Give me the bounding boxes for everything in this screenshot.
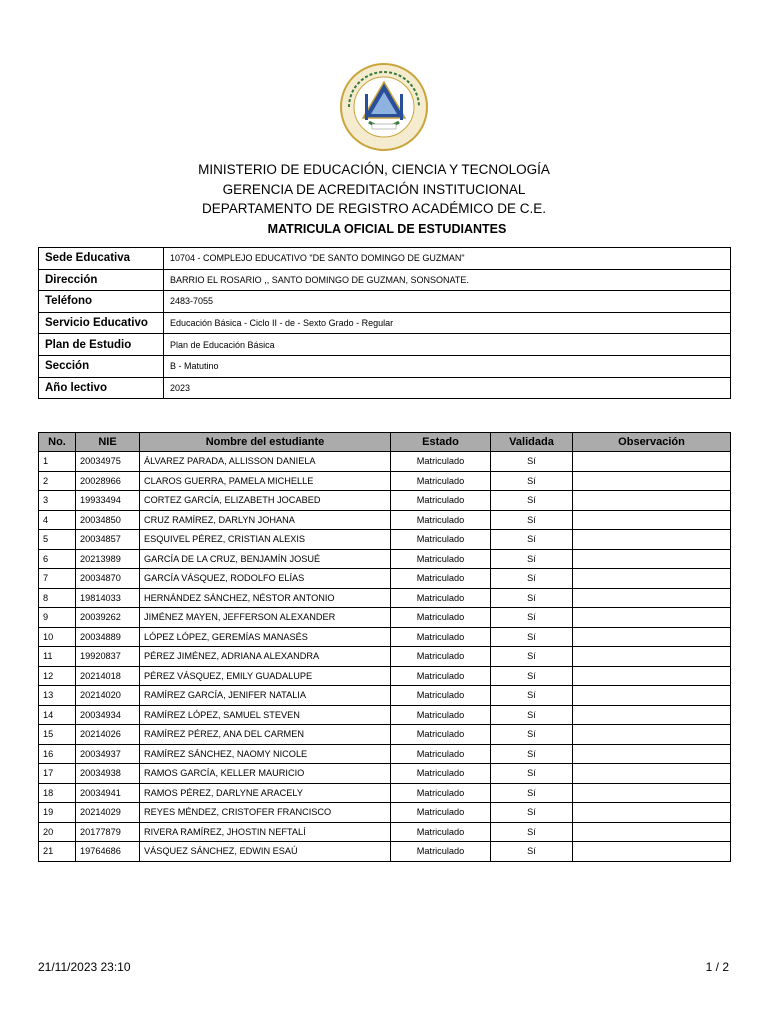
info-row [39,269,731,291]
cell-observacion [573,842,731,862]
cell-nie: 20034937 [76,744,140,764]
cell-validada: Sí [491,842,573,862]
cell-validada: Sí [491,744,573,764]
cell-nie: 20213989 [76,549,140,569]
cell-nie: 19933494 [76,491,140,511]
cell-validada: Sí [491,510,573,530]
info-row [39,312,731,334]
info-row [39,248,731,270]
cell-estado: Matriculado [391,686,491,706]
cell-nie: 20034857 [76,530,140,550]
cell-student-name: GARCÍA VÁSQUEZ, RODOLFO ELÍAS [140,569,391,589]
cell-validada: Sí [491,686,573,706]
info-value: Educación Básica - Ciclo II - de - Sexto Grado - Regular [164,312,731,334]
cell-observacion [573,452,731,472]
cell-nie: 20214026 [76,725,140,745]
cell-no: 4 [39,510,76,530]
cell-estado: Matriculado [391,647,491,667]
info-label: Plan de Estudio [39,334,164,356]
cell-validada: Sí [491,491,573,511]
table-header-row [39,433,731,452]
header-nie: NIE [76,433,140,452]
cell-observacion [573,471,731,491]
info-value: 2483-7055 [164,291,731,313]
info-row [39,355,731,377]
cell-no: 20 [39,822,76,842]
cell-validada: Sí [491,569,573,589]
cell-validada: Sí [491,627,573,647]
cell-nie: 20214018 [76,666,140,686]
info-label: Dirección [39,269,164,291]
table-row [39,627,731,647]
cell-estado: Matriculado [391,744,491,764]
cell-nie: 20214029 [76,803,140,823]
cell-no: 9 [39,608,76,628]
cell-validada: Sí [491,471,573,491]
cell-observacion [573,647,731,667]
cell-estado: Matriculado [391,627,491,647]
table-row [39,647,731,667]
table-row [39,666,731,686]
cell-validada: Sí [491,452,573,472]
cell-observacion [573,608,731,628]
info-value: Plan de Educación Básica [164,334,731,356]
cell-estado: Matriculado [391,822,491,842]
cell-validada: Sí [491,725,573,745]
cell-no: 6 [39,549,76,569]
cell-student-name: RAMOS PÉREZ, DARLYNE ARACELY [140,783,391,803]
info-row [39,291,731,313]
table-row [39,452,731,472]
table-row [39,608,731,628]
cell-validada: Sí [491,803,573,823]
cell-observacion [573,588,731,608]
cell-student-name: LÓPEZ LÓPEZ, GEREMÍAS MANASÉS [140,627,391,647]
table-row [39,588,731,608]
cell-validada: Sí [491,666,573,686]
cell-no: 12 [39,666,76,686]
table-row [39,744,731,764]
cell-student-name: HERNÁNDEZ SÁNCHEZ, NÉSTOR ANTONIO [140,588,391,608]
cell-estado: Matriculado [391,803,491,823]
cell-student-name: PÉREZ VÁSQUEZ, EMILY GUADALUPE [140,666,391,686]
cell-nie: 20034975 [76,452,140,472]
cell-student-name: VÁSQUEZ SÁNCHEZ, EDWIN ESAÚ [140,842,391,862]
cell-nie: 20039262 [76,608,140,628]
cell-observacion [573,803,731,823]
cell-estado: Matriculado [391,783,491,803]
header-observacion: Observación [573,433,731,452]
cell-student-name: PÉREZ JIMÉNEZ, ADRIANA ALEXANDRA [140,647,391,667]
cell-estado: Matriculado [391,549,491,569]
cell-no: 8 [39,588,76,608]
cell-no: 5 [39,530,76,550]
cell-estado: Matriculado [391,725,491,745]
cell-nie: 20028966 [76,471,140,491]
cell-nie: 19814033 [76,588,140,608]
table-row [39,530,731,550]
cell-no: 1 [39,452,76,472]
cell-nie: 20214020 [76,686,140,706]
cell-validada: Sí [491,608,573,628]
cell-validada: Sí [491,647,573,667]
cell-student-name: RAMÍREZ LÓPEZ, SAMUEL STEVEN [140,705,391,725]
cell-validada: Sí [491,764,573,784]
cell-estado: Matriculado [391,666,491,686]
cell-no: 7 [39,569,76,589]
cell-nie: 20034889 [76,627,140,647]
cell-no: 3 [39,491,76,511]
cell-observacion [573,705,731,725]
info-row [39,334,731,356]
table-row [39,783,731,803]
cell-validada: Sí [491,549,573,569]
info-value: B - Matutino [164,355,731,377]
cell-student-name: RAMÍREZ GARCÍA, JENIFER NATALIA [140,686,391,706]
cell-nie: 20177879 [76,822,140,842]
document-header [0,160,768,239]
table-row [39,822,731,842]
cell-observacion [573,764,731,784]
cell-nie: 20034941 [76,783,140,803]
management-line: GERENCIA DE ACREDITACIÓN INSTITUCIONAL [222,181,526,197]
cell-nie: 19920837 [76,647,140,667]
cell-nie: 20034938 [76,764,140,784]
cell-observacion [573,569,731,589]
cell-no: 14 [39,705,76,725]
print-timestamp: 21/11/2023 23:10 [38,960,131,974]
department-line: DEPARTAMENTO DE REGISTRO ACADÉMICO DE C.E. [201,201,547,216]
cell-student-name: JIMÉNEZ MAYEN, JEFFERSON ALEXANDER [140,608,391,628]
header-no: No. [39,433,76,452]
page-title: MATRICULA OFICIAL DE ESTUDIANTES [267,221,507,236]
cell-student-name: RAMÍREZ PÉREZ, ANA DEL CARMEN [140,725,391,745]
header-name: Nombre del estudiante [140,433,391,452]
cell-observacion [573,725,731,745]
cell-estado: Matriculado [391,491,491,511]
info-value: BARRIO EL ROSARIO ,, SANTO DOMINGO DE GUZMAN, SONSONATE. [164,269,731,291]
cell-student-name: CORTEZ GARCÍA, ELIZABETH JOCABED [140,491,391,511]
cell-observacion [573,783,731,803]
cell-no: 18 [39,783,76,803]
cell-estado: Matriculado [391,471,491,491]
info-label: Teléfono [39,291,164,313]
cell-nie: 20034850 [76,510,140,530]
cell-observacion [573,686,731,706]
table-row [39,725,731,745]
table-row [39,705,731,725]
cell-estado: Matriculado [391,510,491,530]
info-value: 2023 [164,377,731,399]
cell-estado: Matriculado [391,842,491,862]
cell-student-name: CRUZ RAMÍREZ, DARLYN JOHANA [140,510,391,530]
cell-estado: Matriculado [391,608,491,628]
cell-nie: 20034934 [76,705,140,725]
cell-observacion [573,744,731,764]
cell-no: 15 [39,725,76,745]
cell-no: 19 [39,803,76,823]
cell-no: 13 [39,686,76,706]
table-row [39,510,731,530]
cell-no: 21 [39,842,76,862]
students-table [38,432,731,862]
cell-estado: Matriculado [391,705,491,725]
cell-no: 2 [39,471,76,491]
cell-no: 16 [39,744,76,764]
cell-student-name: ÁLVAREZ PARADA, ALLISSON DANIELA [140,452,391,472]
info-label: Sede Educativa [39,248,164,270]
cell-student-name: ESQUIVEL PÉREZ, CRISTIAN ALEXIS [140,530,391,550]
cell-estado: Matriculado [391,530,491,550]
table-row [39,549,731,569]
cell-no: 11 [39,647,76,667]
cell-observacion [573,822,731,842]
table-row [39,842,731,862]
cell-observacion [573,530,731,550]
cell-student-name: GARCÍA DE LA CRUZ, BENJAMÍN JOSUÉ [140,549,391,569]
cell-student-name: CLAROS GUERRA, PAMELA MICHELLE [140,471,391,491]
coat-of-arms-seal [339,62,429,152]
cell-student-name: REYES MÉNDEZ, CRISTOFER FRANCISCO [140,803,391,823]
header-validada: Validada [491,433,573,452]
cell-student-name: RAMOS GARCÍA, KELLER MAURICIO [140,764,391,784]
table-row [39,764,731,784]
cell-observacion [573,549,731,569]
cell-validada: Sí [491,783,573,803]
cell-no: 17 [39,764,76,784]
info-label: Servicio Educativo [39,312,164,334]
cell-validada: Sí [491,530,573,550]
table-row [39,803,731,823]
cell-estado: Matriculado [391,569,491,589]
cell-validada: Sí [491,588,573,608]
cell-validada: Sí [491,705,573,725]
table-row [39,491,731,511]
cell-observacion [573,666,731,686]
info-label: Año lectivo [39,377,164,399]
info-value: 10704 - COMPLEJO EDUCATIVO "DE SANTO DOMINGO DE GUZMAN" [164,248,731,270]
info-row [39,377,731,399]
cell-nie: 20034870 [76,569,140,589]
school-info-table [38,247,731,399]
table-row [39,471,731,491]
table-row [39,686,731,706]
cell-student-name: RAMÍREZ SÁNCHEZ, NAOMY NICOLE [140,744,391,764]
cell-observacion [573,627,731,647]
cell-validada: Sí [491,822,573,842]
cell-estado: Matriculado [391,452,491,472]
cell-student-name: RIVERA RAMÍREZ, JHOSTIN NEFTALÍ [140,822,391,842]
cell-observacion [573,491,731,511]
info-label: Sección [39,355,164,377]
table-row [39,569,731,589]
cell-nie: 19764686 [76,842,140,862]
cell-observacion [573,510,731,530]
header-estado: Estado [391,433,491,452]
page-number: 1 / 2 [705,960,729,974]
cell-no: 10 [39,627,76,647]
cell-estado: Matriculado [391,764,491,784]
ministry-line: MINISTERIO DE EDUCACIÓN, CIENCIA Y TECNOLOGÍA [198,162,550,177]
cell-estado: Matriculado [391,588,491,608]
